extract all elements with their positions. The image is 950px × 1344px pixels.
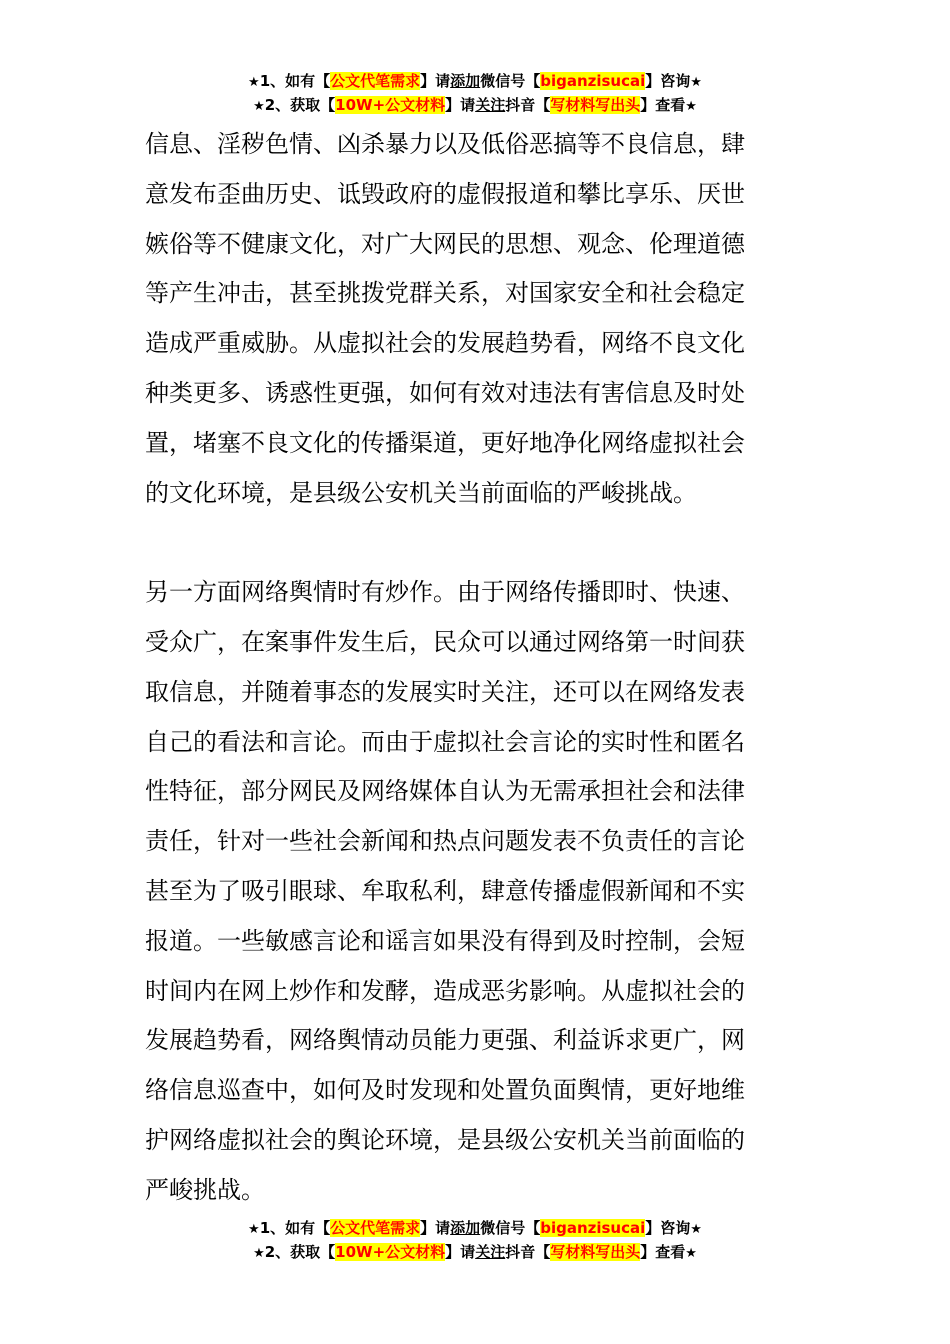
text-line: 的文化环境，是县级公安机关当前面临的严峻挑战。 xyxy=(145,478,697,507)
banner-text: 微信号【 xyxy=(480,72,541,90)
star-icon: ★ xyxy=(685,99,697,114)
star-icon: ★ xyxy=(690,75,702,90)
banner-text: 2、获取【 xyxy=(264,1243,336,1261)
text-line: 时间内在网上炒作和发酵，造成恶劣影响。从虚拟社会的 xyxy=(145,976,745,1005)
document-body xyxy=(145,120,815,1216)
footer-banner xyxy=(0,1217,950,1265)
underlined-word: 添加 xyxy=(450,72,481,90)
banner-text: 抖音【 xyxy=(505,96,551,114)
star-icon: ★ xyxy=(690,1222,702,1237)
text-line: 报道。一些敏感言论和谣言如果没有得到及时控制，会短 xyxy=(145,926,745,955)
paragraph-spacer xyxy=(145,518,815,568)
banner-text: 】查看 xyxy=(640,1243,686,1261)
text-line: 络信息巡查中，如何及时发现和处置负面舆情，更好地维 xyxy=(145,1076,745,1105)
banner-text: 2、获取【 xyxy=(264,96,336,114)
text-line: 护网络虚拟社会的舆论环境，是县级公安机关当前面临的 xyxy=(145,1125,745,1154)
banner-text: 抖音【 xyxy=(505,1243,551,1261)
banner-text: 】请 xyxy=(445,1243,476,1261)
underlined-word: 关注 xyxy=(475,96,506,114)
highlight-materials: 10W+公文材料 xyxy=(335,1243,446,1261)
banner-text: 1、如有【 xyxy=(259,1219,331,1237)
paragraph-1 xyxy=(145,120,815,518)
banner-line-1 xyxy=(0,70,950,94)
star-icon: ★ xyxy=(248,75,260,90)
star-icon: ★ xyxy=(248,1222,260,1237)
text-line: 发展趋势看，网络舆情动员能力更强、利益诉求更广，网 xyxy=(145,1026,745,1055)
text-line: 意发布歪曲历史、诋毁政府的虚假报道和攀比享乐、厌世 xyxy=(145,179,745,208)
text-line: 甚至为了吸引眼球、牟取私利，肆意传播虚假新闻和不实 xyxy=(145,876,745,905)
highlight-douyin: 写材料写出头 xyxy=(550,96,641,114)
banner-text: 】查看 xyxy=(640,96,686,114)
underlined-word: 关注 xyxy=(475,1243,506,1261)
banner-text: 】咨询 xyxy=(645,72,691,90)
banner-text: 】请 xyxy=(420,72,451,90)
banner-line-2 xyxy=(0,94,950,118)
text-line: 嫉俗等不健康文化，对广大网民的思想、观念、伦理道德 xyxy=(145,229,745,258)
text-line: 自己的看法和言论。而由于虚拟社会言论的实时性和匿名 xyxy=(145,727,745,756)
banner-text: 】请 xyxy=(420,1219,451,1237)
banner-line-1 xyxy=(0,1217,950,1241)
star-icon: ★ xyxy=(685,1246,697,1261)
banner-text: 】咨询 xyxy=(645,1219,691,1237)
text-line: 等产生冲击，甚至挑拨党群关系，对国家安全和社会稳定 xyxy=(145,279,745,308)
highlight-service: 公文代笔需求 xyxy=(330,1219,421,1237)
highlight-materials: 10W+公文材料 xyxy=(335,96,446,114)
text-line: 责任，针对一些社会新闻和热点问题发表不负责任的言论 xyxy=(145,827,745,856)
banner-text: 】请 xyxy=(445,96,476,114)
highlight-service: 公文代笔需求 xyxy=(330,72,421,90)
text-line: 取信息，并随着事态的发展实时关注，还可以在网络发表 xyxy=(145,677,745,706)
star-icon: ★ xyxy=(253,1246,265,1261)
text-line: 受众广，在案事件发生后，民众可以通过网络第一时间获 xyxy=(145,627,745,656)
text-line: 严峻挑战。 xyxy=(145,1175,265,1204)
highlight-wechat-id: biganzisucai xyxy=(540,1219,646,1237)
text-line: 种类更多、诱惑性更强，如何有效对违法有害信息及时处 xyxy=(145,378,745,407)
text-line: 信息、淫秽色情、凶杀暴力以及低俗恶搞等不良信息，肆 xyxy=(145,130,745,158)
header-banner xyxy=(0,70,950,118)
underlined-word: 添加 xyxy=(450,1219,481,1237)
star-icon: ★ xyxy=(253,99,265,114)
banner-text: 微信号【 xyxy=(480,1219,541,1237)
paragraph-2 xyxy=(145,568,815,1215)
text-line: 造成严重威胁。从虚拟社会的发展趋势看，网络不良文化 xyxy=(145,329,745,358)
highlight-wechat-id: biganzisucai xyxy=(540,72,646,90)
banner-line-2 xyxy=(0,1241,950,1265)
highlight-douyin: 写材料写出头 xyxy=(550,1243,641,1261)
text-line: 性特征，部分网民及网络媒体自认为无需承担社会和法律 xyxy=(145,777,745,806)
text-line: 置，堵塞不良文化的传播渠道，更好地净化网络虚拟社会 xyxy=(145,428,745,457)
text-line: 另一方面网络舆情时有炒作。由于网络传播即时、快速、 xyxy=(145,578,745,607)
banner-text: 1、如有【 xyxy=(259,72,331,90)
